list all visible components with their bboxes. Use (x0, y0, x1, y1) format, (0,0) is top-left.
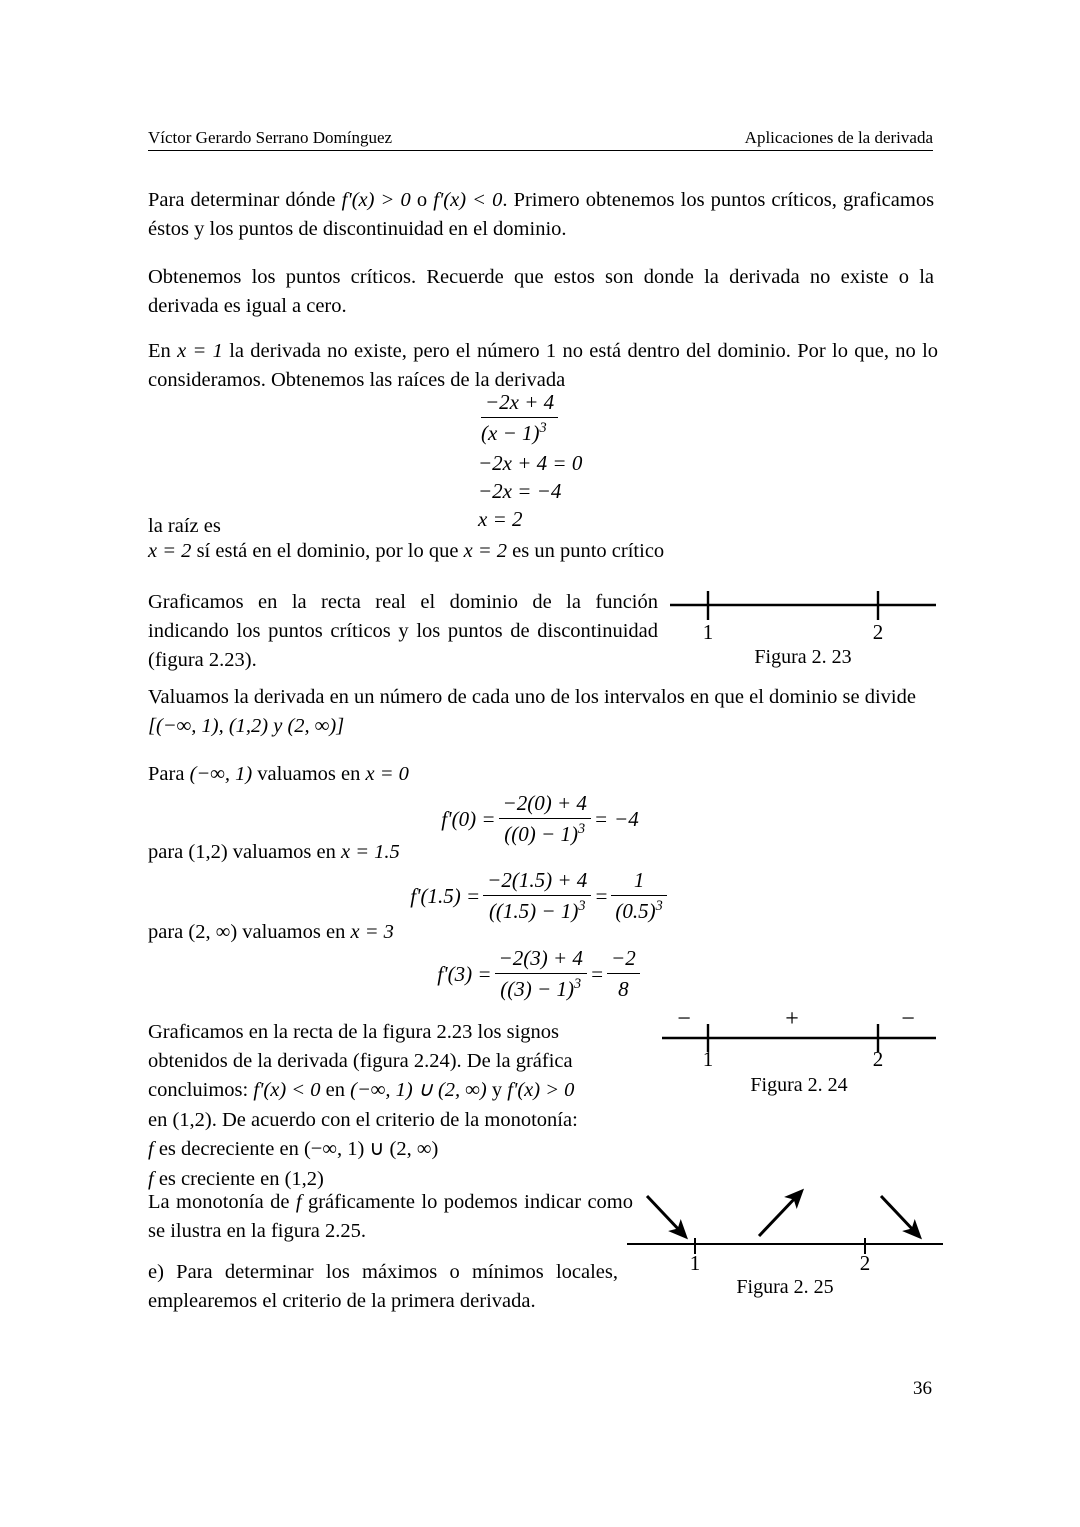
p1-text-o: o (416, 189, 428, 211)
eval2-result-den-exponent: 3 (655, 898, 663, 915)
eval1-numerator: −2(0) + 4 (499, 789, 591, 819)
root-conclusion-text-a: sí está en el dominio, por lo que (196, 540, 459, 562)
p5-intervals: [(−∞, 1), (1,2) y (2, ∞)] (148, 715, 345, 738)
eval3-text: para (2, ∞) valuamos en (148, 921, 346, 943)
p6-math-lt0: f'(x) < 0 (253, 1079, 321, 1102)
eval3-result-fraction (607, 944, 640, 1004)
eval3-result-numerator: −2 (607, 944, 640, 974)
paragraph-derivada-no-existe (148, 337, 938, 395)
eval2-fraction (483, 866, 591, 926)
figura-2-24-numberline (660, 1006, 938, 1068)
root-conclusion-text-b: es un punto crítico (512, 540, 665, 562)
p6-line-5 (148, 1135, 650, 1165)
root-fraction-numerator: −2x + 4 (481, 388, 558, 418)
paragraph-signos-monotonia (148, 1018, 650, 1194)
p6-line-2: obtenidos de la derivada (figura 2.24). De la gráfica (148, 1050, 573, 1073)
p1-math-fprime-gt0: f'(x) > 0 (341, 189, 411, 211)
eval2-xvalue: x = 1.5 (340, 841, 400, 863)
p6-line-3 (148, 1076, 650, 1106)
figura-2-24-tick-label-2: 2 (872, 1047, 884, 1068)
eval2-numerator: −2(1.5) + 4 (483, 866, 591, 896)
figura-2-23-caption: Figura 2. 23 (754, 646, 852, 668)
figura-2-24-svg (660, 1006, 938, 1068)
root-line-3: −2x = −4 (478, 479, 562, 504)
figura-2-23-svg (668, 584, 938, 642)
eval2-den-base: ((1.5) − 1) (488, 899, 579, 924)
root-conclusion-math-a: x = 2 (148, 540, 192, 562)
figura-2-24-tick-label-1: 1 (702, 1047, 714, 1068)
root-fraction (481, 388, 579, 448)
figura-2-24-sign-positive-middle: + (785, 1006, 799, 1032)
eval1-xvalue: x = 0 (365, 763, 409, 785)
figura-2-23-numberline (668, 584, 938, 642)
figura-2-24-sign-negative-left: − (677, 1006, 691, 1032)
eval2-result-den-base: (0.5) (615, 899, 656, 924)
figura-2-23 (668, 584, 938, 669)
figura-2-23-tick-label-2: 2 (872, 620, 884, 642)
p6-f-creciente-text: es creciente en (1,2) (158, 1167, 324, 1190)
eval3-fraction (495, 944, 587, 1004)
paragraph-criterio-primera-derivada: e) Para determinar los máximos o mínimos locales, emplearemos el criterio de la primera derivada. (148, 1261, 618, 1313)
p1-text-a: Para determinar dónde (148, 189, 336, 211)
eval1-equals: = (593, 806, 609, 831)
p5-text: Valuamos la derivada en un número de cada uno de los intervalos en que el dominio se divide (148, 686, 916, 708)
paragraph-monotonia-grafica (148, 1188, 633, 1246)
header-section: Aplicaciones de la derivada (744, 128, 933, 147)
root-conclusion-math-b: x = 2 (463, 540, 508, 562)
eval2-result-fraction (611, 866, 666, 926)
figura-2-23-tick-label-1: 1 (702, 620, 714, 642)
eval2-result-numerator: 1 (611, 866, 666, 896)
eval3-result-denominator: 8 (618, 977, 629, 1002)
figura-2-25-numberline (625, 1180, 945, 1270)
eval1-den-exponent: 3 (577, 821, 586, 838)
figura-2-24 (660, 1006, 938, 1097)
figura-2-25-arrow-decreasing-right (881, 1196, 915, 1232)
header-author: Víctor Gerardo Serrano Domínguez (148, 128, 393, 147)
eval2-equals: = (594, 883, 609, 908)
p1-text-rest: . Primero obtenemos los puntos críticos, graficamos éstos y los puntos de discontinuidad en el dominio. (148, 189, 935, 241)
figura-2-25-tick-label-2: 2 (859, 1251, 871, 1270)
p6-en-label-a: en (325, 1079, 345, 1102)
p6-concluimos-label: concluimos: (148, 1079, 249, 1102)
p7-f-symbol: f (295, 1191, 302, 1213)
eval3-row (0, 944, 1080, 1004)
eval2-den-exponent: 3 (578, 898, 586, 915)
eval-3-label (148, 918, 748, 947)
eval2-lhs: f'(1.5) = (410, 883, 481, 908)
eval3-denominator (495, 974, 587, 1003)
page-header (148, 128, 933, 151)
equation-eval-3 (0, 944, 1080, 1004)
paragraph-graficamos-recta-real: Graficamos en la recta real el dominio de la función indicando los puntos críticos y los puntos de discontinuidad (figura 2.23). (148, 591, 658, 672)
p7-text-a: La monotonía de (148, 1191, 290, 1213)
eval3-den-base: ((3) − 1) (500, 977, 574, 1002)
root-den-exponent: 3 (539, 420, 547, 437)
p6-line-1: Graficamos en la recta de la figura 2.23 los signos (148, 1021, 560, 1043)
eval2-text: para (1,2) valuamos en (148, 841, 336, 863)
root-line-2: −2x + 4 = 0 (478, 450, 583, 475)
paragraph-obtenemos-puntos-criticos: Obtenemos los puntos críticos. Recuerde que estos son donde la derivada no existe o la derivada es igual a cero. (148, 266, 934, 318)
p6-line-4: en (1,2). De acuerdo con el criterio de la monotonía: (148, 1108, 578, 1131)
eval1-den-base: ((0) − 1) (504, 822, 578, 847)
p6-math-gt0: f'(x) > 0 (507, 1079, 575, 1102)
p3-text-b: la derivada no existe, pero el número 1 no está dentro del dominio. Por lo que, no lo consideramos. Obtenemos las raíces de la derivada (148, 340, 939, 392)
root-fraction-denominator (481, 418, 579, 447)
root-den-base: (x − 1) (481, 421, 540, 446)
p6-f-decreciente-text: es decreciente en (−∞, 1) ∪ (2, ∞) (158, 1138, 439, 1161)
eval1-text-b: valuamos en (257, 763, 361, 785)
p6-f-decreciente-symbol: f (148, 1138, 154, 1161)
eval1-result: −4 (614, 806, 639, 831)
eval3-numerator: −2(3) + 4 (495, 944, 587, 974)
figura-2-25-tick-label-1: 1 (689, 1251, 701, 1270)
eval3-den-exponent: 3 (573, 976, 582, 993)
root-label-line: la raíz es (148, 515, 221, 537)
paragraph-valuamos-derivada (148, 683, 938, 741)
eval3-lhs: f'(3) = (437, 961, 492, 986)
eval1-text-a: Para (148, 763, 185, 785)
p6-f-creciente-symbol: f (148, 1167, 154, 1190)
paragraph-determinar-donde (148, 186, 934, 244)
eval3-equals: = (589, 961, 605, 986)
page-number: 36 (913, 1378, 932, 1399)
eval-1-label (148, 760, 748, 789)
root-conclusion-line (148, 537, 908, 566)
equation-eval-2 (0, 866, 1080, 926)
eval1-lhs: f'(0) = (441, 806, 496, 831)
figura-2-25-arrow-decreasing-left (647, 1196, 681, 1232)
figura-2-25-svg (625, 1180, 945, 1270)
p3-text-a: En (148, 340, 171, 362)
p6-y-label: y (491, 1079, 503, 1102)
p3-math-x-equals-1: x = 1 (177, 340, 223, 362)
figura-2-24-sign-negative-right: − (901, 1006, 915, 1032)
root-line-4: x = 2 (478, 507, 523, 532)
eval1-interval: (−∞, 1) (189, 763, 253, 785)
p6-interval-union: (−∞, 1) ∪ (2, ∞) (350, 1079, 487, 1102)
eval2-row (0, 866, 1080, 926)
figura-2-25-arrow-increasing-middle (759, 1196, 797, 1236)
figura-2-24-caption: Figura 2. 24 (750, 1074, 848, 1096)
p1-math-fprime-lt0: f'(x) < 0 (433, 189, 503, 211)
figura-2-25-caption: Figura 2. 25 (736, 1276, 834, 1298)
eval-2-label (148, 838, 748, 867)
p7-text-b: gráficamente lo podemos indicar como se ilustra en la figura 2.25. (148, 1191, 634, 1243)
eval3-xvalue: x = 3 (350, 921, 394, 943)
figura-2-25 (625, 1180, 945, 1299)
